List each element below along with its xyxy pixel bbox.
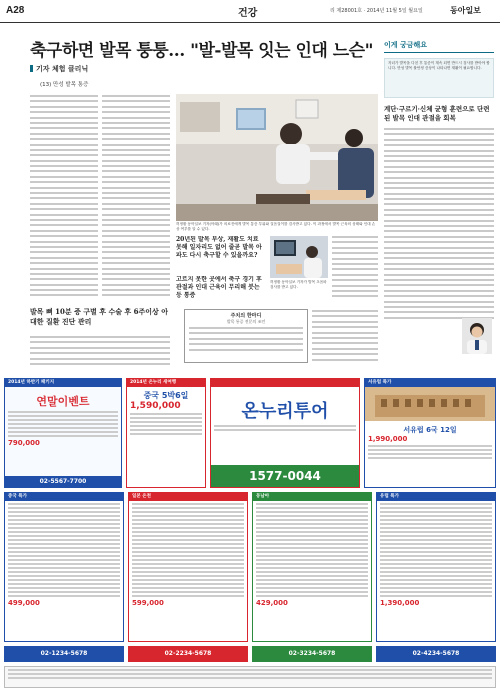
ad-tile-4[interactable]: 서유럽 특가 서유럽 6국 12일 1,990,000 xyxy=(364,378,496,488)
ad-grid xyxy=(4,492,496,642)
sidebar-title: 이게 궁금해요 xyxy=(384,40,494,53)
sidebar-box: 자녀가 발목을 다친 후 통증이 계속 되면 반드시 검사를 받아야 합니다. 만성 발목 불안정 증상이 나타나면 재활이 필요합니다. xyxy=(384,58,494,98)
body-column-1 xyxy=(30,95,98,305)
body-column-2 xyxy=(102,95,170,305)
body-column-3 xyxy=(332,236,378,306)
colosseum-image xyxy=(365,387,495,421)
ad-cell-3[interactable]: 동남아 429,000 xyxy=(252,492,372,642)
ultrasound-photo xyxy=(270,236,328,278)
ad-cell-1[interactable]: 중국 특가 499,000 xyxy=(4,492,124,642)
ad-footer-row xyxy=(4,666,496,688)
main-photo-caption: 허정환 동아일보 기자(아래)가 의료진에게 발목 통증 부위와 걸음걸이를 검사받고 있다. 이 과정에서 발목 근육의 상태와 인대 손상 여부를 알 수 있다. xyxy=(176,222,376,231)
pull-quote-1: 20년된 발목 부상, 재활도 치료 못해 일자리도 없어 줄곧 발목 아파도 다시 축구할 수 있을까요? xyxy=(176,236,262,259)
ad-section xyxy=(4,378,496,690)
body-column-5 xyxy=(312,310,378,370)
ad-phone-strip-2[interactable]: 02-2234-5678 xyxy=(128,646,248,662)
sidebar-body xyxy=(384,128,494,328)
ad-phone-strip-3[interactable]: 02-3234-5678 xyxy=(252,646,372,662)
ad-tile-2[interactable]: 2014년 온누리 새여행 중국 5박6일 1,590,000 xyxy=(126,378,206,488)
ad-phone-strip-4[interactable]: 02-4234-5678 xyxy=(376,646,496,662)
sidebar-headline: 계단·구르기·신체 균형 훈련으로 단련된 발목 인대 관절을 회복 xyxy=(384,105,490,122)
body-column-4 xyxy=(30,336,170,372)
series-bar-icon xyxy=(30,65,33,72)
ad-cell-2[interactable]: 일본 온천 599,000 xyxy=(128,492,248,642)
doctor-photo xyxy=(462,318,492,354)
pull-quote-2: 고르지 못한 곳에서 축구 경기 후 관절과 인대 근육이 무리해 붓는 등 통증 xyxy=(176,276,262,299)
bottom-headline: 발목 뼈 10분 증 구별 후 수술 후 6주이상 아대한 질환 진단 관리 xyxy=(30,307,168,326)
expert-box xyxy=(184,309,308,363)
issue-date: 리 제28001호 · 2014년 11월 5일 월요일 xyxy=(330,8,423,14)
ad-cell-4[interactable]: 유럽 특가 1,390,000 xyxy=(376,492,496,642)
ad-phone-strip-1[interactable]: 02-1234-5678 xyxy=(4,646,124,662)
expert-box-title: 주치의 한마디 xyxy=(230,313,262,319)
main-photo xyxy=(176,94,378,221)
headline: 축구하면 발목 퉁퉁… "발-발목 잇는 인대 느슨" xyxy=(30,41,373,61)
ad-tile-1[interactable]: 2014년 하반기 패키지 연말이벤트 790,000 02-5567-7700 xyxy=(4,378,122,488)
page-header xyxy=(0,0,500,23)
series-subtitle: (13) 만성 발목 통증 xyxy=(40,82,89,88)
expert-box-subtitle: 발목 통증 전문의 조언 xyxy=(226,319,266,324)
series-title: 기자 체험 클리닉 xyxy=(30,64,88,74)
page-number: A28 xyxy=(6,5,25,16)
ad-tile-3[interactable]: 온누리투어 1577-0044 xyxy=(210,378,360,488)
paper-logo: 동아일보 xyxy=(450,6,481,15)
ultrasound-photo-caption: 허정환 동아일보 기자가 발목 초음파 검사를 받고 있다. xyxy=(270,280,327,289)
section-title: 건강 xyxy=(238,8,258,19)
